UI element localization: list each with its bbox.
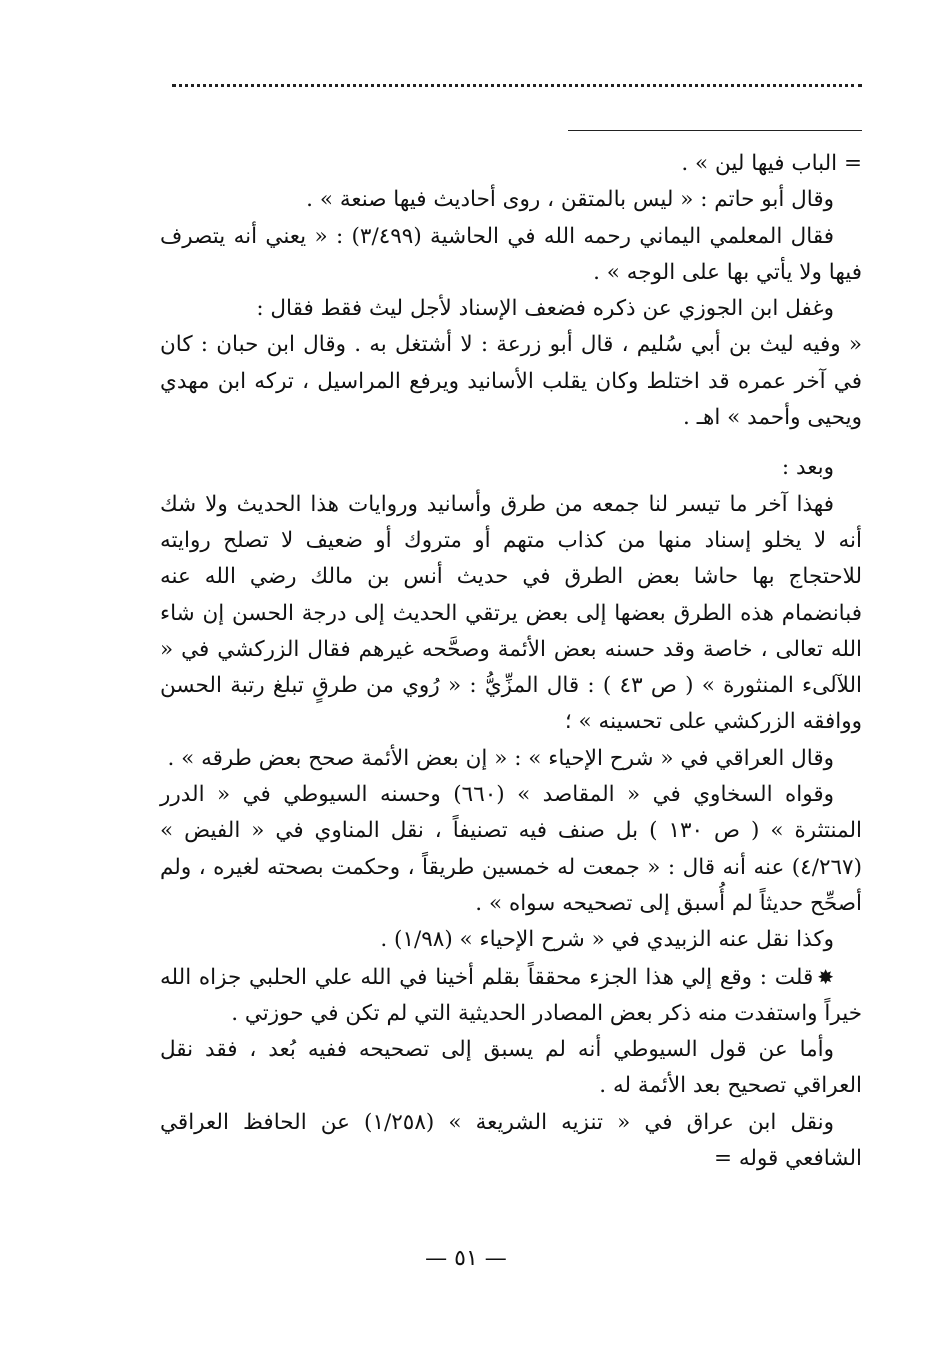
paragraph: وقال العراقي في « شرح الإحياء » : « إن بعض الأئمة صحح بعض طرقه » . bbox=[167, 745, 834, 771]
paragraph: ونقل ابن عراق في « تنزيه الشريعة » (١/٢٥٨) عن الحافظ العراقي الشافعي قوله = bbox=[160, 1109, 862, 1172]
note-text: قلت : وقع إلي هذا الجزء محققاً بقلم أخينا في الله علي الحلبي جزاه الله خيراً واستفدت منه ذكر بعض المصادر الحديثية التي لم تكن في حوزتي . bbox=[160, 964, 862, 1026]
body-text bbox=[160, 146, 862, 1177]
section-heading: وبعد : bbox=[781, 455, 834, 481]
paragraph: = الباب فيها لين » . bbox=[681, 151, 862, 176]
paragraph: وقال أبو حاتم : « ليس بالمتقن ، روى أحاديث فيها صنعة » . bbox=[306, 187, 834, 213]
paragraph: وكذا نقل عنه الزبيدي في « شرح الإحياء » (١/٩٨) . bbox=[380, 927, 834, 953]
paragraph: وغفل ابن الجوزي عن ذكره فضعف الإسناد لأجل ليث فقط فقال : bbox=[256, 296, 834, 322]
footnote-rule bbox=[568, 130, 862, 131]
page-number: — ٥١ — bbox=[425, 1246, 507, 1271]
paragraph: فقال المعلمي اليماني رحمه الله في الحاشية (٣/٤٩٩) : « يعني أنه يتصرف فيها ولا يأتي بها على الوجه » . bbox=[160, 223, 862, 285]
star-icon: ✸ bbox=[817, 964, 834, 989]
note-paragraph bbox=[160, 959, 862, 1033]
dotted-separator bbox=[172, 84, 862, 87]
quote-paragraph: « وفيه ليث بن أبي سُليم ، قال أبو زرعة : لا أشتغل به . وقال ابن حبان : كان في آخر عمره قد اختلط وكان يقلب الأسانيد ويرفع المراسيل ، تركه ابن مهدي ويحيى وأحمد » اهـ . bbox=[160, 332, 862, 431]
paragraph: فهذا آخر ما تيسر لنا جمعه من طرق وأسانيد وروايات هذا الحديث ولا شك أنه لا يخلو إسناد منها من كذاب متهم أو متروك أو ضعيف لا تصلح روايته للاحتجاج بها حاشا بعض الطرق في حديث أنس بن مالك رضي الله عنه فبانضمام هذه الطرق بعضها إلى بعض يرتقي الحديث إلى درجة الحسن إن شاء الله تعالى ، خاصة وقد حسنه بعض الأئمة وصحَّحه غيرهم فقال الزركشي في « اللآلىء المنثورة » ( ص ٤٣ ) : قال المزِّيُّ : « رُوي من طرقٍ تبلغ رتبة الحسن ووافقه الزركشي على تحسينه » ؛ bbox=[160, 491, 862, 735]
paragraph: وأما عن قول السيوطي أنه لم يسبق إلى تصحيحه ففيه بُعد ، فقد نقل العراقي تصحيح بعد الأئمة له . bbox=[160, 1037, 862, 1099]
paragraph: وقواه السخاوي في « المقاصد » (٦٦٠) وحسنه السيوطي في « الدرر المنتثرة » ( ص ١٣٠ ) بل صنف فيه تصنيفاً ، نقل المناوي في « الفيض » (٤/٢٦٧) عنه أنه قال : « جمعت له خمسين طريقاً ، وحكمت بصحته لغيره ، ولم أصحِّح حديثاً لم أُسبق إلى تصحيحه سواه » . bbox=[160, 782, 862, 916]
